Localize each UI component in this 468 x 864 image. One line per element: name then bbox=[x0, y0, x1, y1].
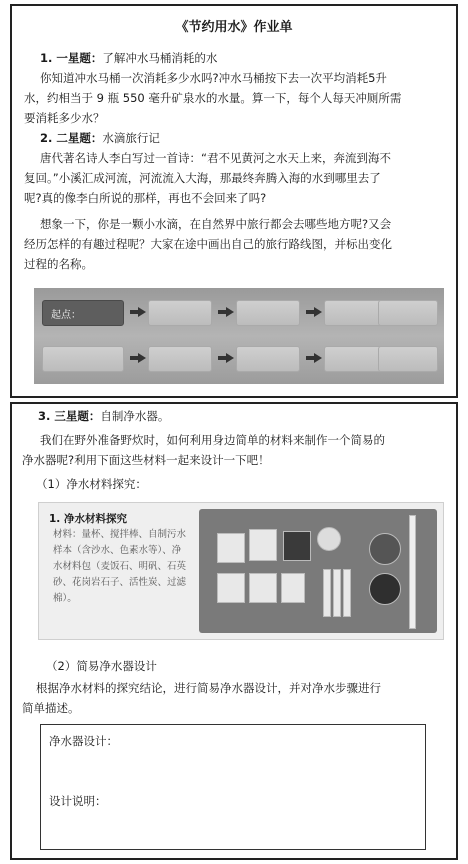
beaker bbox=[317, 527, 341, 551]
test-tube bbox=[343, 569, 351, 617]
materials-title: 1. 净水材料探究 bbox=[49, 513, 127, 525]
design-instruction-line: 简单描述。 bbox=[22, 701, 80, 715]
q1-line: 要消耗多少水？ bbox=[24, 111, 105, 125]
design-label: 净水器设计： bbox=[49, 734, 118, 748]
dish bbox=[369, 533, 401, 565]
material-packet bbox=[283, 531, 311, 561]
q2-heading bbox=[40, 130, 160, 146]
route-box[interactable] bbox=[378, 300, 438, 326]
route-box-start[interactable] bbox=[42, 300, 124, 326]
q3-line: 净水器呢?利用下面这些材料一起来设计一下吧！ bbox=[22, 453, 270, 467]
q2-line: 呢?真的像李白所说的那样，再也不会回来了吗? bbox=[24, 191, 267, 205]
q2-line: 唐代著名诗人李白写过一首诗：“君不见黄河之水天上来，奔流到海不 bbox=[40, 151, 391, 165]
route-box[interactable] bbox=[236, 300, 300, 326]
q2-label: 2. 二星题： bbox=[40, 131, 103, 145]
design-instruction-line: 根据净水材料的探究结论，进行简易净水器设计，并对净水步骤进行 bbox=[36, 681, 381, 695]
route-box[interactable] bbox=[148, 300, 212, 326]
arrow-right-icon bbox=[314, 353, 322, 363]
q1-line: 你知道冲水马桶一次消耗多少水吗?冲水马桶按下去一次平均消耗5升 bbox=[40, 71, 387, 85]
route-diagram bbox=[34, 288, 444, 384]
arrow-right-icon bbox=[226, 307, 234, 317]
q3-heading bbox=[38, 408, 169, 424]
arrow-right-icon bbox=[226, 353, 234, 363]
test-tube bbox=[333, 569, 341, 617]
q3-line: 我们在野外准备野炊时，如何利用身边简单的材料来制作一个简易的 bbox=[40, 433, 385, 447]
subheading-materials: （1）净水材料探究： bbox=[36, 477, 147, 491]
q2-line: 过程的名称。 bbox=[24, 257, 93, 271]
q2-line: 经历怎样的有趣过程呢？大家在途中画出自己的旅行路线图，并标出变化 bbox=[24, 237, 392, 251]
material-packet bbox=[217, 533, 245, 563]
q1-heading bbox=[40, 50, 217, 66]
arrow-right-icon bbox=[138, 307, 146, 317]
q1-label: 1. 一星题： bbox=[40, 51, 103, 65]
stirring-rod bbox=[409, 515, 416, 629]
worksheet-panel-1 bbox=[10, 4, 458, 398]
q3-label: 3. 三星题： bbox=[38, 409, 101, 423]
route-box[interactable] bbox=[378, 346, 438, 372]
q2-line: 复回。”小溪汇成河流，河流流入大海，那最终奔腾入海的水到哪里去了 bbox=[24, 171, 381, 185]
arrow-right-icon bbox=[314, 307, 322, 317]
material-packet bbox=[249, 529, 277, 561]
material-packet bbox=[217, 573, 245, 603]
design-answer-box[interactable] bbox=[40, 724, 426, 850]
route-box[interactable] bbox=[236, 346, 300, 372]
route-box[interactable] bbox=[148, 346, 212, 372]
q1-line: 水，约相当于 9 瓶 550 毫升矿泉水的水量。算一下，每个人每天冲厕所需 bbox=[24, 91, 402, 105]
arrow-right-icon bbox=[138, 353, 146, 363]
worksheet-title: 《节约用水》作业单 bbox=[175, 20, 293, 35]
material-packet bbox=[281, 573, 305, 603]
materials-text: 材料：量杯、搅拌棒、自制污水样本（含沙水、色素水等）、净水材料包（麦饭石、明矾、石英砂、花岗岩石子、活性炭、过滤棉）。 bbox=[53, 529, 187, 604]
q1-title: 了解冲水马桶消耗的水 bbox=[102, 51, 218, 65]
explain-label: 设计说明： bbox=[49, 794, 107, 808]
materials-figure bbox=[38, 502, 444, 640]
test-tube bbox=[323, 569, 331, 617]
material-packet bbox=[249, 573, 277, 603]
materials-photo bbox=[199, 509, 437, 633]
start-label: 起点： bbox=[51, 310, 81, 321]
q3-title: 自制净水器。 bbox=[100, 409, 170, 423]
q2-line: 想象一下，你是一颗小水滴，在自然界中旅行都会去哪些地方呢?又会 bbox=[40, 217, 392, 231]
subheading-design: （2）简易净水器设计 bbox=[46, 659, 157, 673]
q2-title: 水滴旅行记 bbox=[102, 131, 160, 145]
route-box[interactable] bbox=[42, 346, 124, 372]
dish bbox=[369, 573, 401, 605]
